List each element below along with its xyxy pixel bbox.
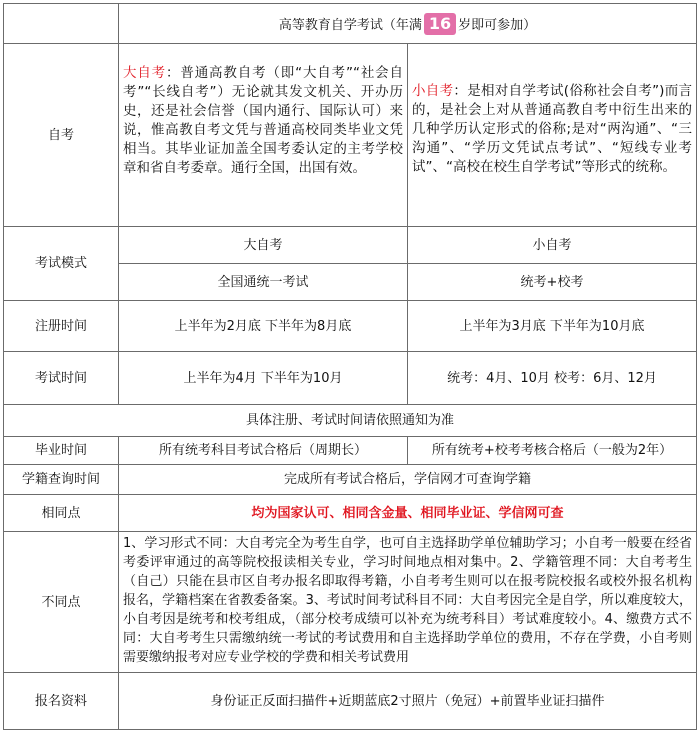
mode-big-header: 大自考 xyxy=(119,227,408,264)
row-label-graduate: 毕业时间 xyxy=(4,437,119,465)
row-label-mode: 考试模式 xyxy=(4,227,119,301)
big-zikao-term: 大自考 xyxy=(123,65,167,81)
title-prefix: 高等教育自学考试（年满 xyxy=(278,17,422,33)
register-big: 上半年为2月底 下半年为8月底 xyxy=(119,301,408,352)
row-label-zikao: 自考 xyxy=(4,44,119,227)
big-zikao-text: ：普通高教自考（即“大自考”“社会自考”“长线自考”）无论就其发文机关、开办历史，还是社会信誉（国内通行、国际认可）来说，惟高教自考文凭与普通高校同类毕业文凭相当。其毕业证加盖全国考委认定的主考学校章和省自考委章。通行全国，出国有效。 xyxy=(123,65,403,176)
row-label-same: 相同点 xyxy=(4,495,119,532)
mode-small-header: 小自考 xyxy=(408,227,697,264)
mode-small-value: 统考+校考 xyxy=(408,264,697,301)
row-label-exam-time: 考试时间 xyxy=(4,352,119,405)
graduate-big: 所有统考科目考试合格后（周期长） xyxy=(119,437,408,465)
exam-time-small: 统考：4月、10月 校考：6月、12月 xyxy=(408,352,697,405)
small-zikao-description xyxy=(408,44,697,227)
row-label-register: 注册时间 xyxy=(4,301,119,352)
table-title xyxy=(119,4,697,44)
row-label-materials: 报名资料 xyxy=(4,673,119,730)
materials-value: 身份证正反面扫描件+近期蓝底2寸照片（免冠）+前置毕业证扫描件 xyxy=(119,673,697,730)
same-value: 均为国家认可、相同含金量、相同毕业证、学信网可查 xyxy=(119,495,697,532)
small-zikao-text: ：是相对自学考试(俗称社会自考”)而言的，是社会上对从普通高教自考中衍生出来的几种学历认定形式的俗称;是对“两沟通”、“三沟通”、“学历文凭试点考试”、“短线专业考试”、“高校在校生自学考试”等形式的统称。 xyxy=(412,83,693,175)
title-suffix: 岁即可参加） xyxy=(458,17,537,33)
corner-cell xyxy=(4,4,119,44)
row-label-xueji: 学籍查询时间 xyxy=(4,465,119,495)
small-zikao-term: 小自考 xyxy=(412,83,454,99)
register-small: 上半年为3月底 下半年为10月底 xyxy=(408,301,697,352)
exam-time-big: 上半年为4月 下半年为10月 xyxy=(119,352,408,405)
xueji-value: 完成所有考试合格后，学信网才可查询学籍 xyxy=(119,465,697,495)
diff-value: 1、学习形式不同：大自考完全为考生自学，也可自主选择助学单位辅助学习；小自考一般要在经省考委评审通过的高等院校报读相关专业，学习时间地点相对集中。2、学籍管理不同：大自考考生（自己）只能在县市区自考办报名即取得考籍，小自考考生则可以在报考院校报名或校外报名机构报名，学籍档案在省教委备案。3、考试时间考试科目不同：大自考因完全是自学，所以难度较大，小自考因是统考和校考组成，（部分校考成绩可以补充为统考科目）考试难度较小。4、缴费方式不同：大自考考生只需缴纳统一考试的考试费用和自主选择助学单位的费用，不存在学费，小自考则需要缴纳报考对应专业学校的学费和相关考试费用 xyxy=(119,532,697,673)
time-note: 具体注册、考试时间请依照通知为准 xyxy=(4,405,697,437)
big-zikao-description xyxy=(119,44,408,227)
comparison-table xyxy=(3,3,697,730)
graduate-small: 所有统考+校考考核合格后（一般为2年） xyxy=(408,437,697,465)
age-badge: 16 xyxy=(424,13,456,35)
row-label-diff: 不同点 xyxy=(4,532,119,673)
mode-big-value: 全国通统一考试 xyxy=(119,264,408,301)
